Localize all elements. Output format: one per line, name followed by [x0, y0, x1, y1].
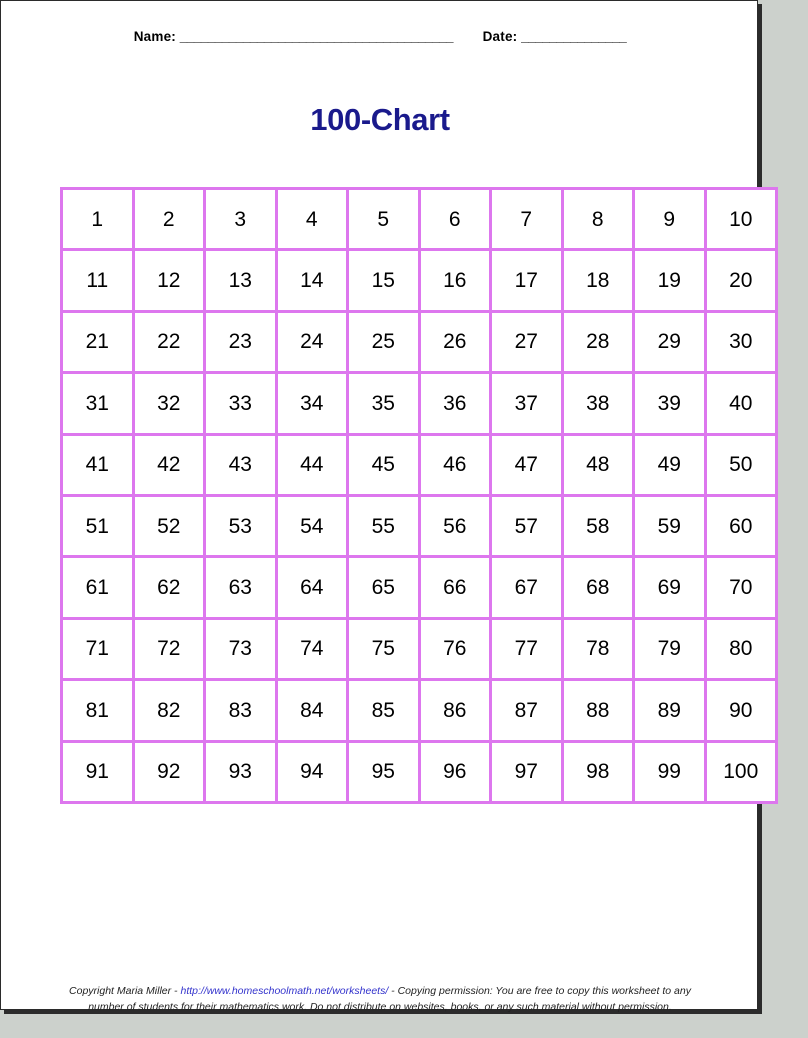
chart-cell[interactable]: 62 [133, 557, 205, 618]
table-row [62, 189, 777, 250]
chart-cell[interactable]: 43 [205, 434, 277, 495]
chart-cell[interactable]: 69 [634, 557, 706, 618]
chart-cell[interactable]: 92 [133, 741, 205, 802]
chart-cell[interactable]: 96 [419, 741, 491, 802]
chart-cell[interactable]: 58 [562, 495, 634, 556]
chart-cell[interactable]: 78 [562, 618, 634, 679]
chart-cell[interactable]: 83 [205, 680, 277, 741]
chart-cell[interactable]: 47 [491, 434, 563, 495]
chart-cell[interactable]: 68 [562, 557, 634, 618]
chart-cell[interactable]: 67 [491, 557, 563, 618]
chart-cell[interactable]: 41 [62, 434, 134, 495]
chart-cell[interactable]: 23 [205, 311, 277, 372]
table-row [62, 373, 777, 434]
chart-cell[interactable]: 17 [491, 250, 563, 311]
chart-cell[interactable]: 74 [276, 618, 348, 679]
chart-cell[interactable]: 65 [348, 557, 420, 618]
footer-line-2: number of students for their mathematics work. Do not distribute on websites, books, or any such material without permission. [88, 1001, 672, 1014]
table-row [62, 557, 777, 618]
chart-cell[interactable]: 50 [705, 434, 777, 495]
table-row [62, 250, 777, 311]
chart-cell[interactable]: 18 [562, 250, 634, 311]
chart-cell[interactable]: 81 [62, 680, 134, 741]
chart-cell[interactable]: 89 [634, 680, 706, 741]
chart-cell[interactable]: 25 [348, 311, 420, 372]
chart-cell[interactable]: 20 [705, 250, 777, 311]
table-row [62, 618, 777, 679]
chart-cell[interactable]: 35 [348, 373, 420, 434]
chart-cell[interactable]: 21 [62, 311, 134, 372]
chart-cell[interactable]: 73 [205, 618, 277, 679]
date-label: Date: [482, 29, 518, 44]
chart-cell[interactable]: 79 [634, 618, 706, 679]
table-row [62, 434, 777, 495]
chart-cell[interactable]: 3 [205, 189, 277, 250]
hundred-chart-container [60, 187, 759, 804]
chart-cell[interactable]: 15 [348, 250, 420, 311]
chart-cell[interactable]: 37 [491, 373, 563, 434]
chart-cell[interactable]: 45 [348, 434, 420, 495]
chart-cell[interactable]: 90 [705, 680, 777, 741]
chart-cell[interactable]: 94 [276, 741, 348, 802]
chart-cell[interactable]: 16 [419, 250, 491, 311]
chart-cell[interactable]: 30 [705, 311, 777, 372]
chart-cell[interactable]: 32 [133, 373, 205, 434]
chart-cell[interactable]: 44 [276, 434, 348, 495]
chart-cell[interactable]: 97 [491, 741, 563, 802]
chart-cell[interactable]: 33 [205, 373, 277, 434]
footer-website-link[interactable]: http://www.homeschoolmath.net/worksheets/ [180, 985, 389, 997]
chart-cell[interactable]: 5 [348, 189, 420, 250]
chart-cell[interactable]: 36 [419, 373, 491, 434]
chart-cell[interactable]: 38 [562, 373, 634, 434]
chart-cell[interactable]: 2 [133, 189, 205, 250]
chart-cell[interactable]: 59 [634, 495, 706, 556]
chart-cell[interactable]: 70 [705, 557, 777, 618]
chart-cell[interactable]: 53 [205, 495, 277, 556]
chart-cell[interactable]: 31 [62, 373, 134, 434]
chart-cell[interactable]: 85 [348, 680, 420, 741]
chart-cell[interactable]: 64 [276, 557, 348, 618]
chart-cell[interactable]: 61 [62, 557, 134, 618]
chart-cell[interactable]: 28 [562, 311, 634, 372]
chart-cell[interactable]: 66 [419, 557, 491, 618]
chart-cell[interactable]: 13 [205, 250, 277, 311]
chart-cell[interactable]: 24 [276, 311, 348, 372]
chart-cell[interactable]: 19 [634, 250, 706, 311]
chart-cell[interactable]: 82 [133, 680, 205, 741]
footer-permission-text: - Copying permission: You are free to copy this worksheet to any [388, 985, 691, 997]
date-input-rule[interactable]: _______________ [521, 29, 627, 44]
chart-cell[interactable]: 56 [419, 495, 491, 556]
chart-cell[interactable]: 98 [562, 741, 634, 802]
chart-cell[interactable]: 8 [562, 189, 634, 250]
chart-cell[interactable]: 80 [705, 618, 777, 679]
chart-cell[interactable]: 99 [634, 741, 706, 802]
chart-cell[interactable]: 9 [634, 189, 706, 250]
chart-cell[interactable]: 14 [276, 250, 348, 311]
chart-cell[interactable]: 52 [133, 495, 205, 556]
chart-cell[interactable]: 54 [276, 495, 348, 556]
hundred-chart-table [60, 187, 778, 804]
chart-cell[interactable]: 87 [491, 680, 563, 741]
chart-cell[interactable]: 95 [348, 741, 420, 802]
chart-cell[interactable]: 1 [62, 189, 134, 250]
chart-cell[interactable]: 60 [705, 495, 777, 556]
chart-cell[interactable]: 84 [276, 680, 348, 741]
chart-cell[interactable]: 76 [419, 618, 491, 679]
chart-cell[interactable]: 71 [62, 618, 134, 679]
name-date-header [1, 29, 759, 44]
table-row [62, 311, 777, 372]
table-row [62, 680, 777, 741]
footer-line-1 [1, 983, 759, 999]
table-row [62, 741, 777, 802]
chart-cell[interactable]: 7 [491, 189, 563, 250]
footer-copyright [1, 983, 759, 1016]
chart-cell[interactable]: 93 [205, 741, 277, 802]
chart-cell[interactable]: 55 [348, 495, 420, 556]
chart-cell[interactable]: 100 [705, 741, 777, 802]
chart-cell[interactable]: 12 [133, 250, 205, 311]
page-title: 100-Chart [310, 102, 450, 137]
chart-cell[interactable]: 49 [634, 434, 706, 495]
chart-cell[interactable]: 6 [419, 189, 491, 250]
chart-cell[interactable]: 42 [133, 434, 205, 495]
chart-cell[interactable]: 27 [491, 311, 563, 372]
chart-cell[interactable]: 75 [348, 618, 420, 679]
chart-cell[interactable]: 72 [133, 618, 205, 679]
table-row [62, 495, 777, 556]
chart-cell[interactable]: 39 [634, 373, 706, 434]
chart-cell[interactable]: 4 [276, 189, 348, 250]
chart-cell[interactable]: 51 [62, 495, 134, 556]
chart-cell[interactable]: 10 [705, 189, 777, 250]
chart-cell[interactable]: 57 [491, 495, 563, 556]
chart-cell[interactable]: 34 [276, 373, 348, 434]
chart-cell[interactable]: 11 [62, 250, 134, 311]
chart-cell[interactable]: 77 [491, 618, 563, 679]
chart-cell[interactable]: 91 [62, 741, 134, 802]
chart-cell[interactable]: 63 [205, 557, 277, 618]
chart-cell[interactable]: 46 [419, 434, 491, 495]
name-input-rule[interactable]: _______________________________________ [179, 29, 454, 44]
footer-copyright-text: Copyright Maria Miller - [69, 985, 181, 997]
chart-cell[interactable]: 26 [419, 311, 491, 372]
chart-cell[interactable]: 29 [634, 311, 706, 372]
chart-cell[interactable]: 48 [562, 434, 634, 495]
name-label: Name: [133, 29, 176, 44]
chart-cell[interactable]: 22 [133, 311, 205, 372]
hundred-chart-body [62, 189, 777, 803]
chart-cell[interactable]: 86 [419, 680, 491, 741]
chart-cell[interactable]: 40 [705, 373, 777, 434]
chart-cell[interactable]: 88 [562, 680, 634, 741]
